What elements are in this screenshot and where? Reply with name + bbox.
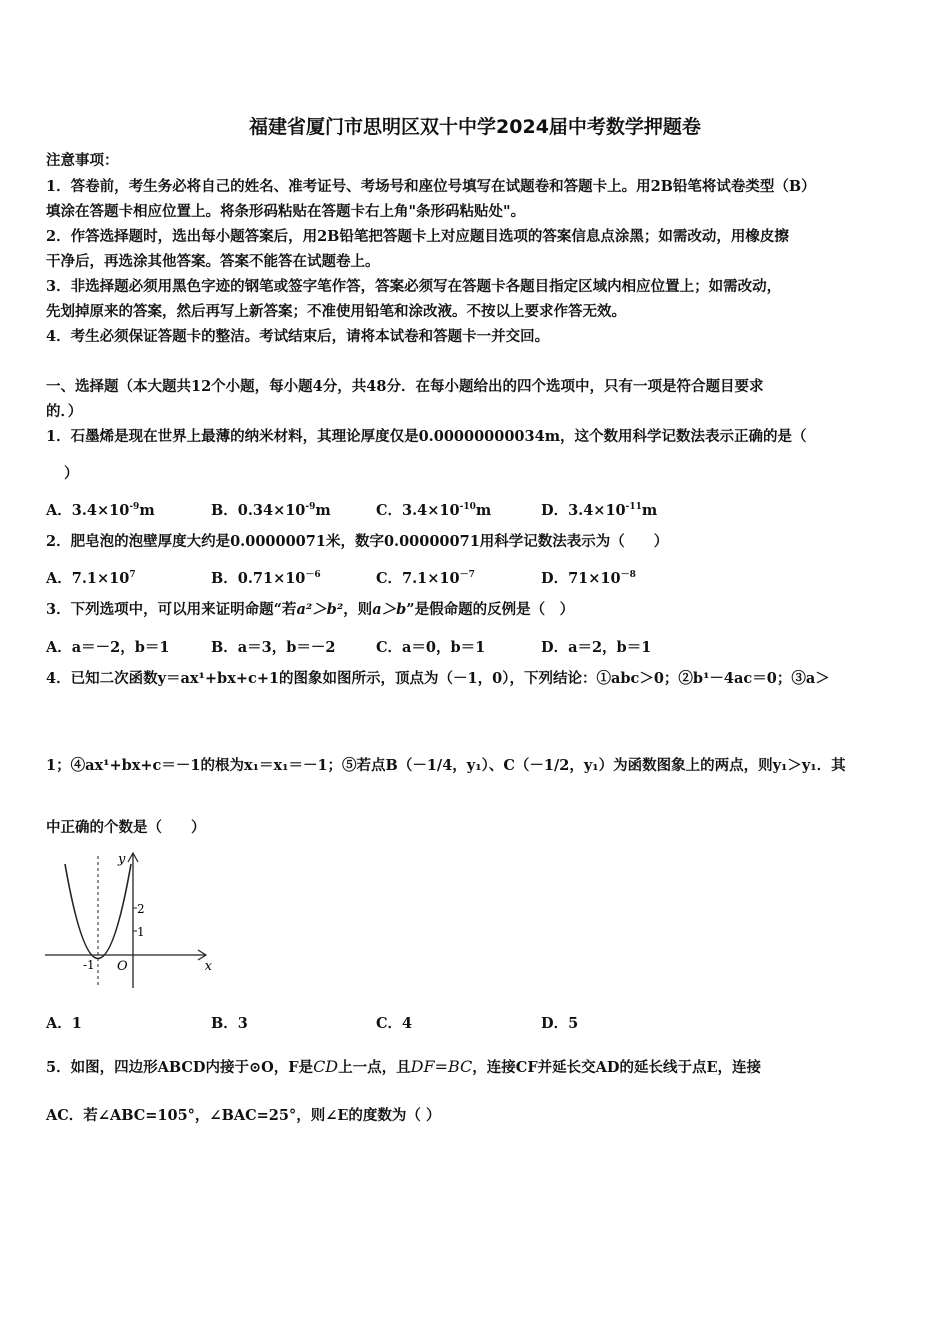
y-tick-label-2: 2 [137,902,145,916]
q4-option-c: C．4 [376,1015,413,1032]
question-4-line2: 1；④ax¹+bx+c＝－1的根为x₁＝x₁＝－1；⑤若点B（－1/4，y₁）、C（－1/2，y₁）为函数图象上的两点，则y₁＞y₁．其 [46,757,846,774]
section-heading: 一、选择题（本大题共12个小题，每小题4分，共48分．在每小题给出的四个选项中，只有一项是符合题目要求 [46,378,764,395]
proposition-premise: a²＞b² [296,601,344,618]
q3-option-d: D．a＝2，b＝1 [541,639,652,656]
question-5-line2: AC．若∠ABC=105°，∠BAC=25°，则∠E的度数为（ ） [46,1107,441,1124]
section-heading-cont: 的．） [46,403,83,420]
question-2-stem: 2．肥皂泡的泡壁厚度大约是0.00000071米，数字0.00000071用科学记数法表示为（ ） [46,533,669,550]
question-4-line3: 中正确的个数是（ ） [46,819,206,836]
arc-cd: CD [313,1057,339,1076]
y-tick-label-1: 1 [137,925,145,939]
question-3-stem: 3．下列选项中，可以用来证明命题“若a²＞b²，则a＞b”是假命题的反例是（ ） [46,601,575,618]
q1-option-d: D．$3.4\times 10^{-11}m$ [541,502,658,519]
notice-line: 4．考生必须保证答题卡的整洁。考试结束后，请将本试卷和答题卡一并交回。 [46,328,550,345]
question-5-line1: 5．如图，四边形ABCD内接于⊙O，F是CD上一点，且DF=BC，连接CF并延长交AD的延长线于点E，连接 [46,1057,761,1076]
notice-line: 3．非选择题必须用黑色字迹的钢笔或签字笔作答，答案必须写在答题卡各题目指定区域内相应位置上；如需改动， [46,278,782,295]
notice-line: 先划掉原来的答案，然后再写上新答案；不准使用铅笔和涂改液。不按以上要求作答无效。 [46,303,626,320]
x-axis-label: x [204,959,212,974]
origin-label: O [117,959,128,974]
q2-option-c: C．$7.1\times 10^{-7}$ [376,570,475,587]
q1-option-c: C．$3.4\times 10^{-10}m$ [376,502,492,519]
arc-bc: BC [447,1057,473,1076]
q1-option-a: A．$3.4\times 10^{-9}m$ [46,502,155,519]
q3-option-b: B．a＝3，b＝－2 [211,639,336,656]
question-1-stem: 1．石墨烯是现在世界上最薄的纳米材料，其理论厚度仅是0.00000000034m，这个数用科学记数法表示正确的是（ [46,428,807,445]
q2-option-a: A．$7.1\times 10^7$ [46,570,136,587]
q1-option-b: B．$0.34\times 10^{-9}m$ [211,502,331,519]
question-4-line1: 4．已知二次函数y＝ax¹+bx+c+1的图象如图所示，顶点为（－1，0），下列结论：①abc＞0；②b¹－4ac＝0；③a＞ [46,670,830,687]
parabola-graph [40,848,215,993]
page-title: 福建省厦门市思明区双十中学2024届中考数学押题卷 [249,116,701,138]
arc-df: DF [410,1057,435,1076]
y-axis-label: y [118,852,126,867]
q3-option-a: A．a＝－2，b＝1 [46,639,170,656]
question-1-stem-end: ） [64,465,79,482]
notice-line: 干净后，再选涂其他答案。答案不能答在试题卷上。 [46,253,380,270]
q2-option-d: D．$71\times 10^{-8}$ [541,570,636,587]
q2-option-b: B．$0.71\times 10^{-6}$ [211,570,321,587]
equals-sign: = [434,1057,448,1076]
notice-line: 填涂在答题卡相应位置上。将条形码粘贴在答题卡右上角"条形码粘贴处"。 [46,203,526,220]
q4-option-a: A．1 [46,1015,82,1032]
proposition-conclusion: a＞b [372,601,407,618]
notice-heading: 注意事项： [46,152,119,169]
notice-line: 2．作答选择题时，选出每小题答案后，用2B铅笔把答题卡上对应题目选项的答案信息点涂黑；如需改动，用橡皮擦 [46,228,789,245]
q4-option-d: D．5 [541,1015,579,1032]
notice-line: 1．答卷前，考生务必将自己的姓名、准考证号、考场号和座位号填写在试题卷和答题卡上。用2B铅笔将试卷类型（B） [46,178,816,195]
q4-option-b: B．3 [211,1015,248,1032]
q3-option-c: C．a＝0，b＝1 [376,639,486,656]
x-tick-label: -1 [83,958,95,972]
